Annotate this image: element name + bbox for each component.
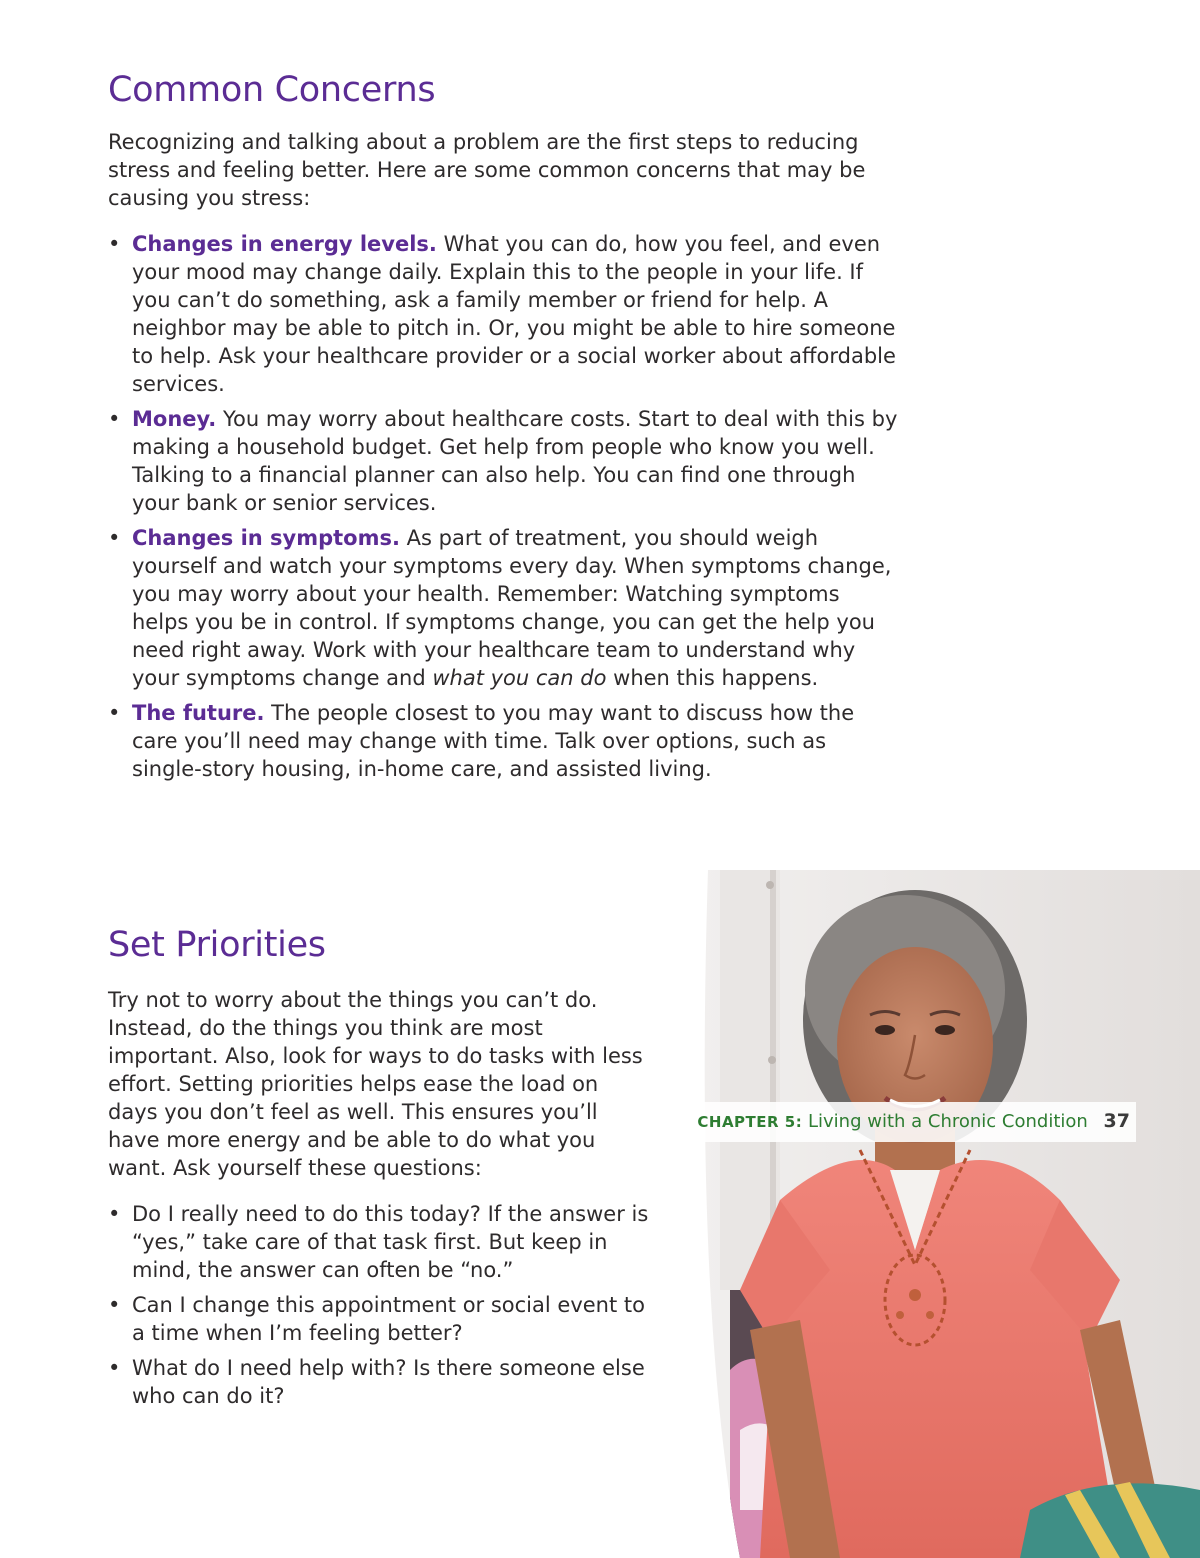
list-item-text: You may worry about healthcare costs. Start to deal with this by making a household budget. Get help from people who know you well. Talking to a financial planner can also help. You can find one through your bank or senior services. — [132, 407, 898, 515]
concerns-list — [108, 230, 898, 790]
section-heading-set-priorities: Set Priorities — [108, 925, 326, 965]
priorities-list — [108, 1200, 653, 1417]
list-item-term: Changes in symptoms. — [132, 526, 400, 550]
list-item — [108, 524, 898, 692]
section-intro-common-concerns: Recognizing and talking about a problem are the first steps to reducing stress and feeling better. Here are some common concerns that may be causing you stress: — [108, 130, 866, 210]
list-item: • Can I change this appointment or social event to a time when I’m feeling better? — [108, 1291, 653, 1347]
footer-chapter-title: Living with a Chronic Condition — [807, 1111, 1088, 1132]
list-item-term: The future. — [132, 701, 265, 725]
section-intro-set-priorities: Try not to worry about the things you can’t do. Instead, do the things you think are most important. Also, look for ways to do tasks with less effort. Setting priorities helps ease the load on days you don’t feel as well. This ensures you’ll have more energy and be able to do what you want. Ask yourself these questions: — [108, 988, 643, 1180]
list-item-text-after: when this happens. — [606, 666, 819, 690]
list-item — [108, 405, 898, 517]
list-item-emphasis: what you can do — [432, 666, 607, 690]
list-item-term: Money. — [132, 407, 217, 431]
list-item — [108, 230, 898, 398]
page-footer — [697, 1110, 1130, 1140]
list-item — [108, 699, 898, 783]
page-number: 37 — [1103, 1110, 1130, 1132]
list-item: • Do I really need to do this today? If the answer is “yes,” take care of that task first. But keep in mind, the answer can often be “no.” — [108, 1200, 653, 1284]
list-item: • What do I need help with? Is there someone else who can do it? — [108, 1354, 653, 1410]
list-item-text: What you can do, how you feel, and even your mood may change daily. Explain this to the people in your life. If you can’t do something, ask a family member or friend for help. A neighbor may be able to pitch in. Or, you might be able to hire someone to help. Ask your healthcare provider or a social worker about affordable services. — [132, 232, 896, 396]
section-heading-common-concerns: Common Concerns — [108, 70, 436, 110]
list-item-term: Changes in energy levels. — [132, 232, 437, 256]
list-item-text: The people closest to you may want to discuss how the care you’ll need may change with time. Talk over options, such as single-story housing, in-home care, and assisted living. — [132, 701, 855, 781]
list-item-text: As part of treatment, you should weigh yourself and watch your symptoms every day. When symptoms change, you may worry about your health. Remember: Watching symptoms helps you be in control. If symptoms change, you can get the help you need right away. Work with your healthcare team to understand why your symptoms change and — [132, 526, 892, 690]
woman-portrait-photo — [700, 870, 1200, 1558]
footer-chapter-label: CHAPTER 5: — [697, 1113, 803, 1131]
